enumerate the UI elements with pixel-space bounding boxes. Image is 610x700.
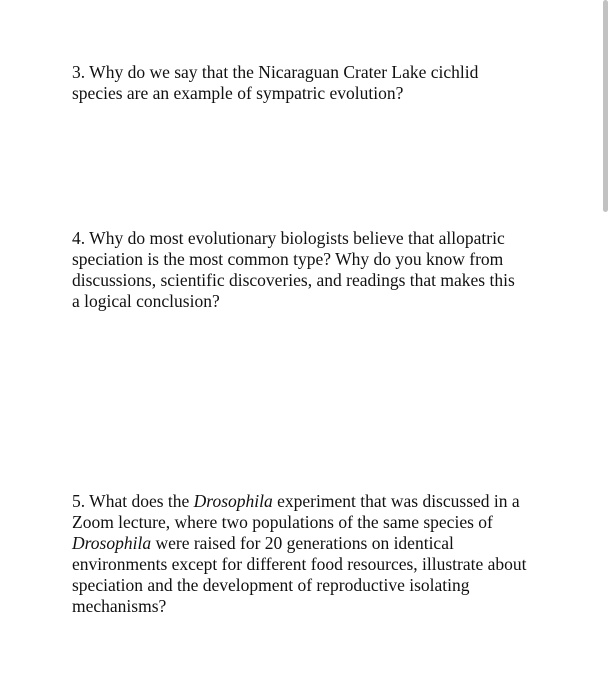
question-5-line-3 — [72, 533, 552, 554]
question-4 — [72, 228, 552, 312]
question-4-line-1: 4. Why do most evolutionary biologists believe that allopatric — [72, 228, 505, 248]
question-5 — [72, 491, 552, 617]
question-5-line-1 — [72, 491, 552, 512]
question-4-line-4: a logical conclusion? — [72, 291, 220, 311]
question-5-line-4: environments except for different food resources, illustrate about — [72, 554, 527, 574]
question-5-line-5: speciation and the development of reproductive isolating — [72, 575, 470, 595]
question-4-line-2: speciation is the most common type? Why do you know from — [72, 249, 504, 269]
question-5-line-2: Zoom lecture, where two populations of the same species of — [72, 512, 493, 532]
question-4-line-3: discussions, scientific discoveries, and readings that makes this — [72, 270, 515, 290]
question-5-line-1-pre: 5. What does the — [72, 491, 194, 511]
question-3-line-2: species are an example of sympatric evolution? — [72, 83, 404, 103]
vertical-scrollbar[interactable] — [603, 0, 608, 212]
question-5-line-1-post: experiment that was discussed in a — [272, 491, 520, 511]
species-name-italic: Drosophila — [72, 533, 152, 553]
question-5-line-3-post: were raised for 20 generations on identical — [151, 533, 454, 553]
species-name-italic: Drosophila — [193, 491, 273, 511]
question-3 — [72, 62, 552, 104]
question-3-line-1: 3. Why do we say that the Nicaraguan Crater Lake cichlid — [72, 62, 479, 82]
question-5-line-6: mechanisms? — [72, 596, 167, 616]
